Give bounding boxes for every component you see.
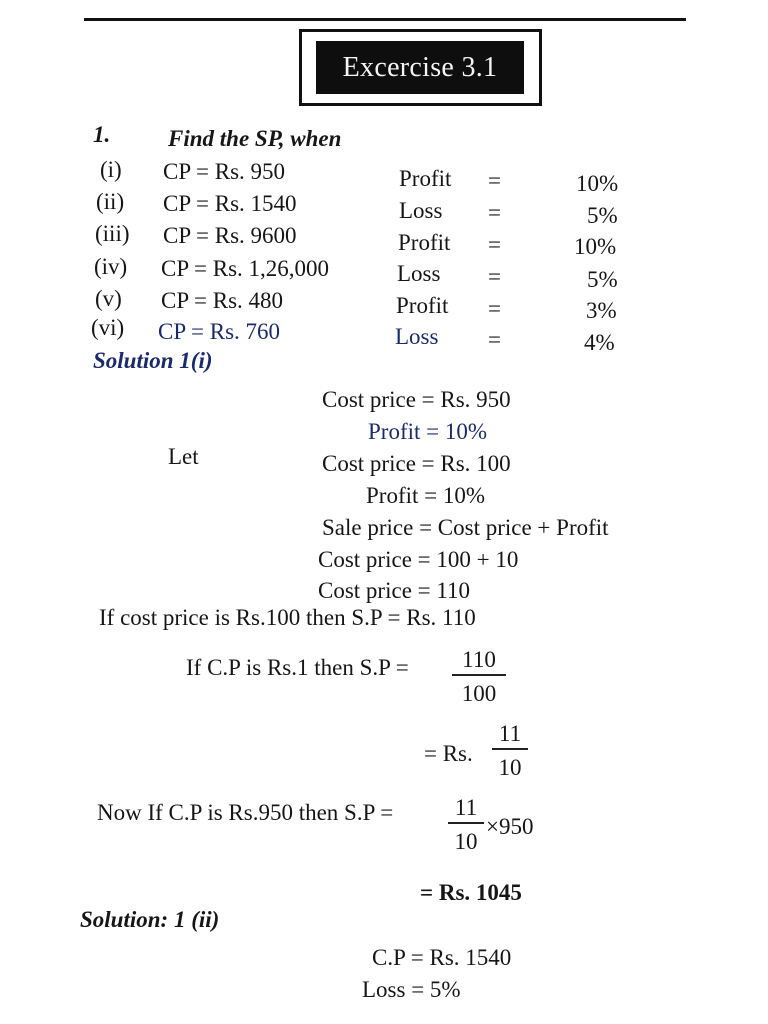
- item-kind: Loss: [399, 198, 443, 223]
- solution-line: Profit = 10%: [366, 483, 486, 508]
- item-roman: (ii): [96, 189, 125, 214]
- item-roman: (v): [95, 286, 122, 311]
- item-rate: 10%: [574, 234, 617, 259]
- item-cp: CP = Rs. 1,26,000: [161, 256, 330, 281]
- item-equals: =: [488, 327, 501, 352]
- solution-line: Profit = 10%: [368, 419, 488, 444]
- item-cp: CP = Rs. 480: [161, 288, 284, 313]
- item-equals: =: [488, 232, 501, 257]
- exercise-title: Excercise 3.1: [316, 41, 524, 94]
- solution-heading: Solution 1(i): [93, 348, 213, 373]
- solution-line: Cost price = 110: [318, 578, 471, 603]
- item-cp: CP = Rs. 760: [158, 319, 281, 344]
- item-equals: =: [488, 200, 501, 225]
- fraction-bar: [448, 822, 484, 824]
- solution-line: Cost price = Rs. 950: [322, 387, 511, 412]
- item-roman: (iv): [94, 254, 128, 279]
- item-rate: 4%: [584, 330, 615, 355]
- item-rate: 5%: [587, 203, 618, 228]
- solution-line: Cost price = Rs. 100: [322, 451, 511, 476]
- solution-heading: Solution: 1 (ii): [80, 907, 220, 932]
- item-rate: 10%: [576, 171, 619, 196]
- final-answer: = Rs. 1045: [420, 880, 522, 905]
- item-rate: 5%: [587, 267, 618, 292]
- fraction-denominator: 100: [461, 680, 497, 706]
- item-equals: =: [488, 296, 501, 321]
- item-kind: Profit: [399, 166, 452, 191]
- fraction-numerator: 110: [462, 647, 496, 672]
- item-rate: 3%: [586, 298, 617, 323]
- fraction-11-over-10: [492, 722, 528, 779]
- fraction-prefix: = Rs.: [424, 741, 473, 766]
- fraction-bar: [492, 748, 528, 750]
- question-number: 1.: [93, 122, 111, 147]
- fraction-110-over-100: [452, 648, 506, 705]
- item-equals: =: [488, 264, 501, 289]
- solution-line: Cost price = 100 + 10: [318, 547, 519, 572]
- fraction-denominator: 10: [498, 754, 522, 780]
- item-kind: Loss: [397, 261, 441, 286]
- solution-line: C.P = Rs. 1540: [372, 945, 512, 970]
- solution-line: Loss = 5%: [362, 977, 461, 1002]
- item-roman: (vi): [91, 315, 125, 340]
- fraction-numerator: 11: [454, 795, 478, 820]
- let-label: Let: [168, 444, 199, 469]
- fraction-bar: [452, 674, 506, 676]
- top-rule: [84, 18, 686, 21]
- item-roman: (i): [100, 157, 122, 182]
- item-cp: CP = Rs. 9600: [163, 223, 297, 248]
- question-prompt: Find the SP, when: [168, 126, 342, 151]
- fraction-prefix: Now If C.P is Rs.950 then S.P =: [97, 800, 394, 825]
- multiply-term: ×950: [486, 814, 534, 839]
- item-kind: Loss: [395, 324, 439, 349]
- fraction-prefix: If C.P is Rs.1 then S.P =: [186, 655, 409, 680]
- fraction-11-over-10: [448, 796, 484, 853]
- solution-line: Sale price = Cost price + Profit: [322, 515, 609, 540]
- fraction-denominator: 10: [454, 828, 478, 854]
- item-equals: =: [488, 168, 501, 193]
- fraction-numerator: 11: [498, 721, 522, 746]
- item-cp: CP = Rs. 1540: [163, 191, 297, 216]
- item-roman: (iii): [95, 221, 130, 246]
- page-margin-right: [686, 0, 768, 1024]
- solution-line: If cost price is Rs.100 then S.P = Rs. 110: [99, 605, 476, 630]
- item-cp: CP = Rs. 950: [163, 159, 286, 184]
- page-margin-left: [0, 0, 84, 1024]
- item-kind: Profit: [398, 230, 451, 255]
- item-kind: Profit: [396, 293, 449, 318]
